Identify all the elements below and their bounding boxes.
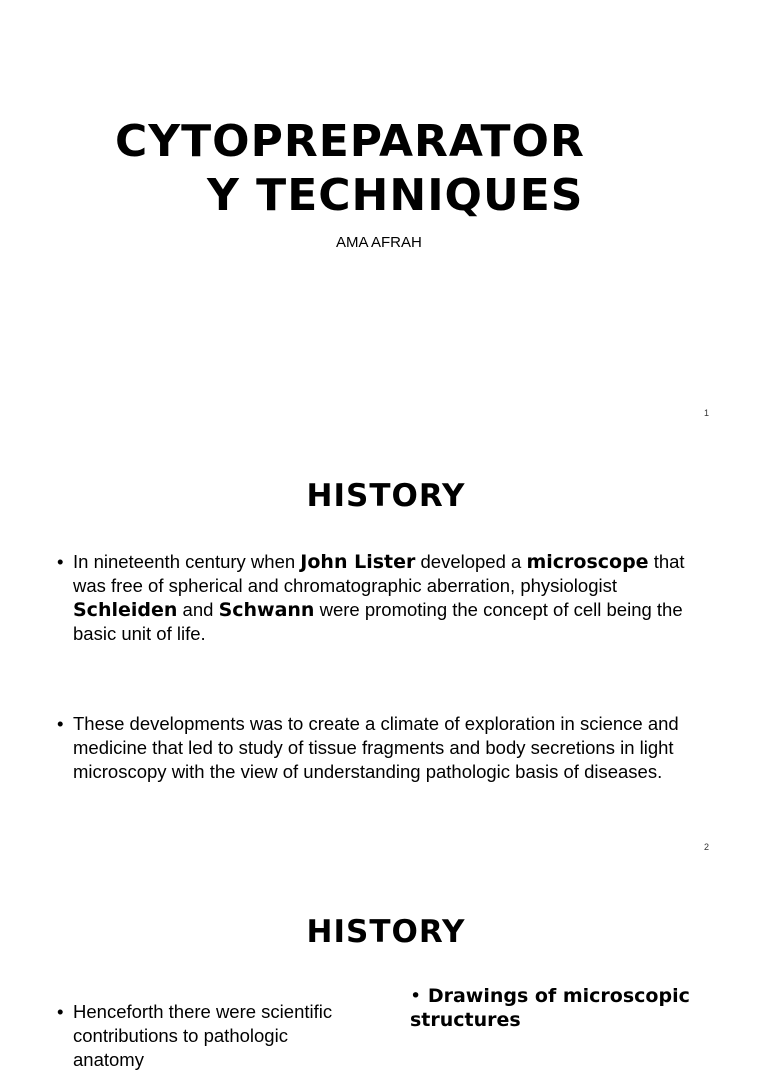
slide1-author: AMA AFRAH bbox=[336, 234, 422, 251]
left-bullet-text: Henceforth there were scientific contributions to pathologic anatomy bbox=[73, 1001, 333, 1070]
bullet-dot: • bbox=[57, 1001, 64, 1022]
bullet-dot: • bbox=[410, 985, 422, 1007]
title-line-1: CYTOPREPARATOR bbox=[115, 116, 585, 167]
bullet-2-text: These developments was to create a climate of exploration in science and medicine that led to study of tissue fragments and body secretions in light microscopy with the view of understanding pathologic basis of diseases. bbox=[73, 713, 679, 782]
slide3-heading: HISTORY bbox=[306, 914, 466, 950]
slide2-bullet-2 bbox=[57, 712, 713, 784]
bullet-dot: • bbox=[57, 551, 64, 572]
bullet-1-microscope: microscope bbox=[526, 551, 649, 573]
bullet-1-text-d: and bbox=[177, 599, 219, 620]
slide1-page-number: 1 bbox=[704, 408, 710, 418]
slide3-left-bullet bbox=[57, 1000, 363, 1072]
bullet-1-text-b: developed a bbox=[415, 551, 527, 572]
bullet-1-john-lister: John Lister bbox=[300, 551, 416, 573]
bullet-1-text-c: that was free of spherical and chromatographic aberration, physiologist bbox=[73, 551, 685, 596]
slide2-bullet-1 bbox=[57, 550, 693, 646]
slide2-page-number: 2 bbox=[704, 842, 710, 852]
bullet-1-schwann: Schwann bbox=[218, 599, 315, 621]
bullet-dot: • bbox=[57, 713, 64, 734]
title-line-2: Y TECHNIQUES bbox=[207, 170, 584, 221]
slide1-title bbox=[115, 115, 675, 223]
bullet-1-schleiden: Schleiden bbox=[73, 599, 178, 621]
bullet-1-text-e: were promoting the concept of cell being the basic unit of life. bbox=[73, 599, 683, 644]
slide3-right-bullet bbox=[410, 984, 710, 1032]
slide2-heading: HISTORY bbox=[306, 478, 466, 514]
right-bullet-text: Drawings of microscopic structures bbox=[410, 985, 690, 1031]
bullet-1-text-a: In nineteenth century when bbox=[73, 551, 301, 572]
